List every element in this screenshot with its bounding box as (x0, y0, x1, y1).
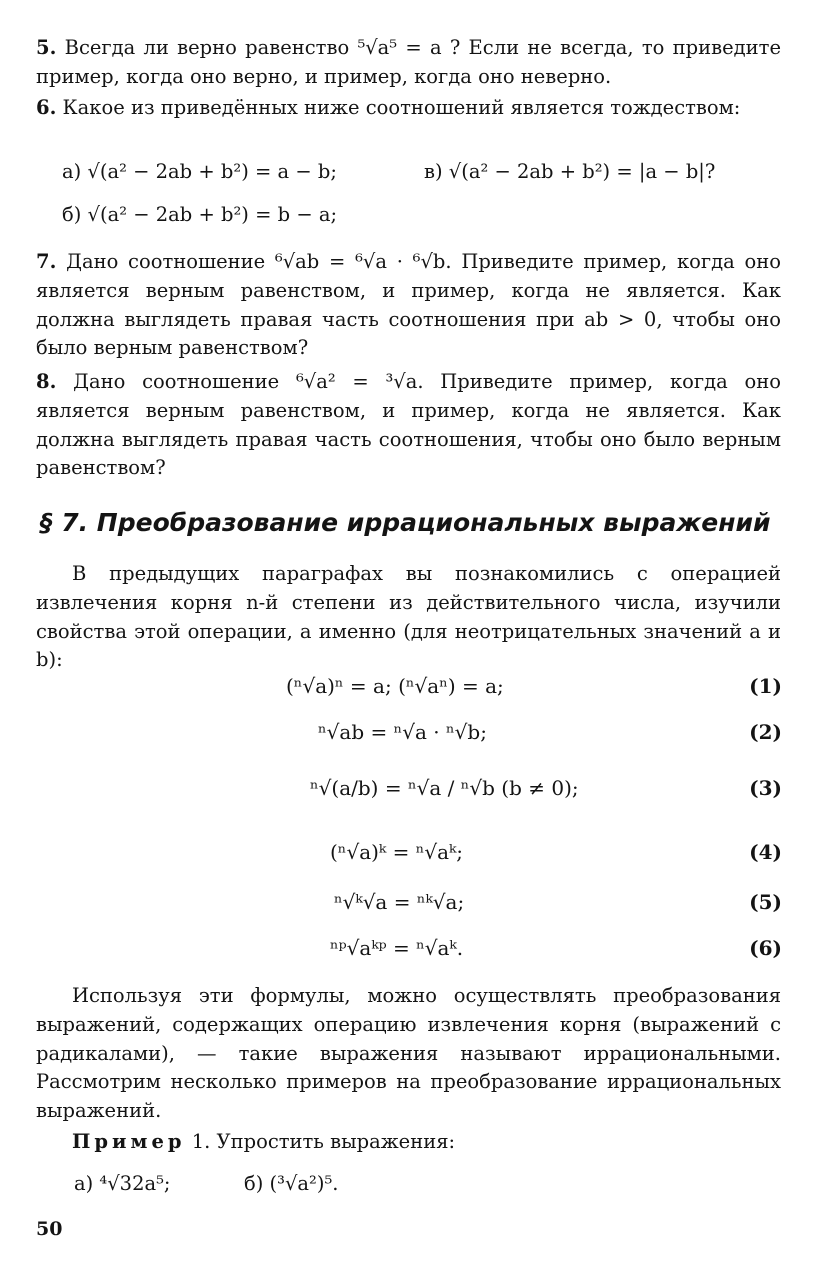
example-1-title: Пример 1. Упростить выражения: (72, 1130, 456, 1153)
exercise-6-option-a: а) √(a² − 2ab + b²) = a − b; (62, 160, 337, 183)
formula-6-number: (6) (749, 936, 782, 960)
exercise-5: 5. Всегда ли верно равенство ⁵√a⁵ = a ? Если не всегда, то приведите пример, когда оно верно, и пример, когда оно неверно. (36, 36, 781, 88)
exercise-7: 7. Дано соотношение ⁶√ab = ⁶√a · ⁶√b. Приведите пример, когда оно является верным равенством, и пример, когда не является. Как должна выглядеть правая часть соотношения при ab > 0, чтобы оно было верным равенством? (36, 250, 781, 360)
exercise-6-option-b: б) √(a² − 2ab + b²) = b − a; (62, 203, 338, 226)
formula-4: (ⁿ√a)ᵏ = ⁿ√aᵏ; (330, 840, 464, 864)
formula-2-number: (2) (749, 720, 782, 744)
section-heading: § 7. Преобразование иррациональных выражений (40, 508, 771, 537)
exercise-6: 6. Какое из приведённых ниже соотношений является тождеством: (36, 96, 741, 119)
formula-2: ⁿ√ab = ⁿ√a · ⁿ√b; (318, 720, 487, 744)
example-1-part-b: б) (³√a²)⁵. (244, 1172, 339, 1195)
example-1-part-a: а) ⁴√32a⁵; (74, 1172, 171, 1195)
formula-1: (ⁿ√a)ⁿ = a; (ⁿ√aⁿ) = a; (286, 674, 504, 698)
exercise-6-option-v: в) √(a² − 2ab + b²) = |a − b|? (424, 160, 716, 183)
formula-5: ⁿ√ᵏ√a = ⁿᵏ√a; (334, 890, 465, 914)
formula-5-number: (5) (749, 890, 782, 914)
formula-1-number: (1) (749, 674, 782, 698)
formula-3: ⁿ√(a/b) = ⁿ√a / ⁿ√b (b ≠ 0); (310, 776, 579, 800)
formula-3-number: (3) (749, 776, 782, 800)
intro-paragraph: В предыдущих параграфах вы познакомились с операцией извлечения корня n-й степени из действительного числа, изучили свойства этой операции, а именно (для неотрицательных значений a и b): (36, 562, 781, 672)
formula-6: ⁿᵖ√aᵏᵖ = ⁿ√aᵏ. (330, 936, 464, 960)
after-formulas-paragraph: Используя эти формулы, можно осуществлять преобразования выражений, содержащих операцию извлечения корня (выражений с радикалами), — такие выражения называют иррациональными. Рассмотрим несколько примеров на преобразование иррациональных выражений. (36, 984, 781, 1123)
page-number: 50 (36, 1218, 63, 1240)
formula-4-number: (4) (749, 840, 782, 864)
exercise-8: 8. Дано соотношение ⁶√a² = ³√a. Приведите пример, когда оно является верным равенством, и пример, когда не является. Как должна выглядеть правая часть соотношения, чтобы оно было верным равенством? (36, 370, 781, 480)
